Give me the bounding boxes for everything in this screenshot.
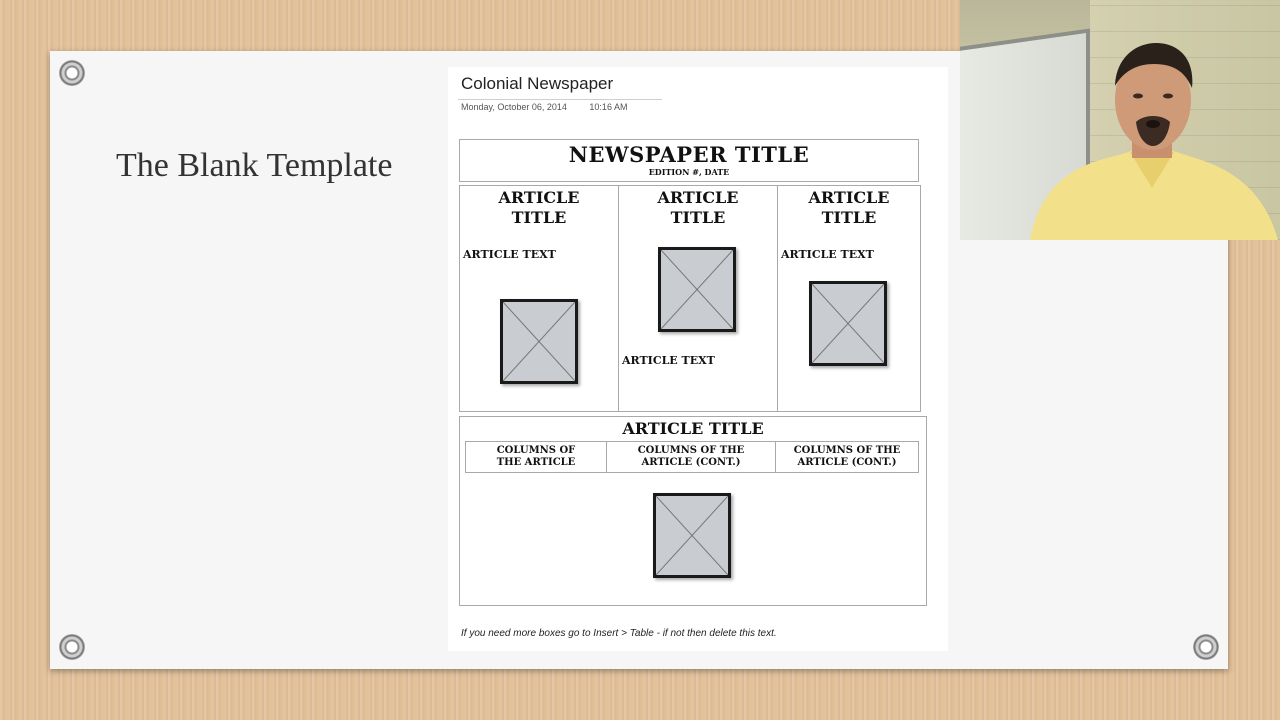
grommet-icon <box>59 60 85 86</box>
page-datetime <box>461 102 627 112</box>
column-line2: THE ARTICLE <box>496 457 576 468</box>
slide-title: The Blank Template <box>116 147 393 184</box>
article-title-line2: TITLE <box>670 208 726 227</box>
webcam-overlay <box>960 0 1280 240</box>
column-line2: ARTICLE (CONT.) <box>797 457 897 468</box>
image-placeholder-icon <box>653 493 731 578</box>
onenote-page-screenshot <box>448 67 948 651</box>
article-text: ARTICLE TEXT <box>622 354 715 367</box>
feature-article-box <box>459 416 927 606</box>
article-column <box>776 442 918 472</box>
article-text: ARTICLE TEXT <box>463 248 556 261</box>
article-title <box>619 188 777 228</box>
masthead-box <box>459 139 919 182</box>
article-title-line1: ARTICLE <box>657 188 739 207</box>
column-line1: COLUMNS OF <box>496 445 576 456</box>
presenter-video <box>1020 38 1280 240</box>
newspaper-title: NEWSPAPER TITLE <box>568 142 810 167</box>
article-box-3 <box>777 185 921 412</box>
column-line1: COLUMNS OF THE <box>637 445 745 456</box>
title-underline <box>458 99 662 100</box>
article-box-1 <box>459 185 619 412</box>
article-box-2 <box>618 185 778 412</box>
article-text: ARTICLE TEXT <box>781 248 874 261</box>
article-title-line2: TITLE <box>511 208 567 227</box>
article-title <box>460 188 618 228</box>
article-column <box>607 442 776 472</box>
column-line2: ARTICLE (CONT.) <box>641 457 741 468</box>
article-title-line1: ARTICLE <box>808 188 890 207</box>
grommet-icon <box>59 634 85 660</box>
image-placeholder-icon <box>658 247 736 332</box>
image-placeholder-icon <box>809 281 887 366</box>
article-title <box>778 188 920 228</box>
page-date: Monday, October 06, 2014 <box>461 102 567 112</box>
page-time: 10:16 AM <box>589 102 628 112</box>
article-title-line1: ARTICLE <box>498 188 580 207</box>
page-title: Colonial Newspaper <box>461 74 614 93</box>
grommet-icon <box>1193 634 1219 660</box>
feature-article-title: ARTICLE TITLE <box>622 419 764 438</box>
article-title-line2: TITLE <box>821 208 877 227</box>
column-line1: COLUMNS OF THE <box>793 445 901 456</box>
article-columns-table <box>465 441 919 473</box>
edition-date: EDITION #, DATE <box>648 167 730 177</box>
footer-note: If you need more boxes go to Insert > Table - if not then delete this text. <box>461 628 777 639</box>
image-placeholder-icon <box>500 299 578 384</box>
article-column <box>466 442 607 472</box>
